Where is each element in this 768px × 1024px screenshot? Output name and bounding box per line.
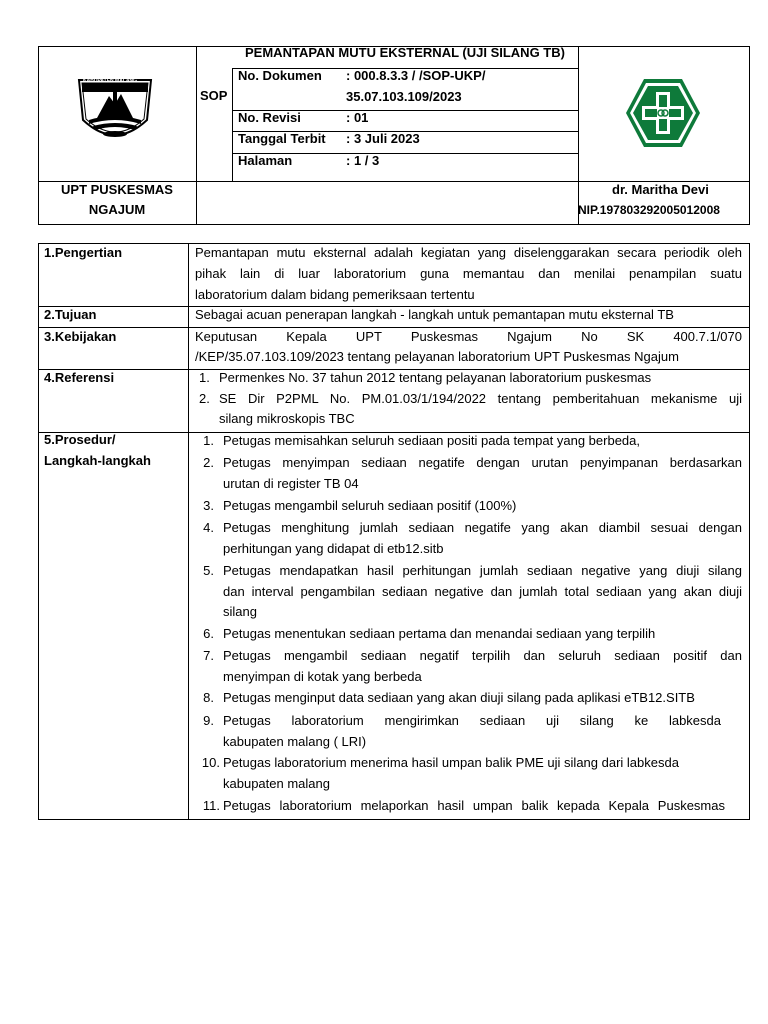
field-label-tanggal-terbit: Tanggal Terbit (238, 131, 326, 146)
step-num: 1. (203, 433, 214, 448)
kebijakan-line-1: Keputusan Kepala UPT Puskesmas Ngajum No SK 400.7.1/070 (195, 329, 742, 344)
step-line: perhitungan yang didapat di etb12.sitb (223, 541, 444, 556)
step-num: 11. (202, 798, 220, 813)
referensi-item-2-line-2: silang mikroskopis TBC (219, 411, 355, 426)
referensi-item-1: Permenkes No. 37 tahun 2012 tentang pelayanan laboratorium puskesmas (219, 370, 652, 385)
section-label-pengertian: 1.Pengertian (44, 245, 123, 260)
institution-name-1: UPT PUSKESMAS (61, 182, 173, 197)
step-line: Petugas menghitung jumlah sediaan negatife yang akan diambil sesuai dengan (223, 520, 742, 535)
signer-nip: NIP.197803292005012008 (578, 203, 720, 217)
referensi-num-1: 1. (199, 370, 210, 385)
step-line: Petugas menyimpan sediaan negatife dengan urutan penyimpanan berdasarkan (223, 455, 742, 470)
pengertian-line-3: laboratorium dalam bidang pemeriksaan tertentu (195, 287, 475, 302)
kabupaten-malang-logo (75, 74, 155, 150)
step-num: 3. (203, 498, 214, 513)
step-line: menyimpan di kotak yang berbeda (223, 669, 422, 684)
step-line: Petugas menentukan sediaan pertama dan menandai sediaan yang terpilih (223, 626, 656, 641)
section-label-prosedur: 5.Prosedur/ (44, 432, 116, 447)
step-line: Petugas laboratorium mengirimkan sediaan uji silang ke labkesda (223, 713, 721, 728)
step-num: 4. (203, 520, 214, 535)
step-num: 7. (203, 648, 214, 663)
step-line: urutan di register TB 04 (223, 476, 359, 491)
step-line: Petugas mengambil sediaan negatif terpilih dan seluruh sediaan positif dan (223, 648, 742, 663)
kebijakan-line-2: /KEP/35.07.103.109/2023 tentang pelayanan laboratorium UPT Puskesmas Ngajum (195, 349, 679, 364)
step-num: 9. (203, 713, 214, 728)
field-value-no-revisi: : 01 (346, 110, 369, 125)
institution-name-2: NGAJUM (88, 202, 146, 217)
tujuan-text: Sebagai acuan penerapan langkah - langkah untuk pemantapan mutu eksternal TB (195, 307, 674, 322)
referensi-item-2-line-1: SE Dir P2PML No. PM.01.03/1/194/2022 tentang pemberitahuan mekanisme uji (219, 391, 742, 406)
section-label-kebijakan: 3.Kebijakan (44, 329, 117, 344)
document-title: PEMANTAPAN MUTU EKSTERNAL (UJI SILANG TB) (245, 45, 565, 60)
step-line: Petugas mendapatkan hasil perhitungan jumlah sediaan negative yang diuji silang (223, 563, 742, 578)
step-line: silang (223, 604, 257, 619)
step-num: 6. (203, 626, 214, 641)
field-value-no-dokumen: : 000.8.3.3 / /SOP-UKP/ (346, 68, 486, 83)
sop-label: SOP (200, 88, 228, 103)
step-line: Petugas memisahkan seluruh sediaan positi pada tempat yang berbeda, (223, 433, 640, 448)
section-label-tujuan: 2.Tujuan (44, 307, 97, 322)
signer-name: dr. Maritha Devi (612, 182, 709, 197)
step-line: kabupaten malang ( LRI) (223, 734, 367, 749)
step-line: kabupaten malang (223, 776, 330, 791)
step-line: Petugas menginput data sediaan yang akan diuji silang pada aplikasi eTB12.SITB (223, 690, 695, 705)
pengertian-line-1: Pemantapan mutu eksternal adalah kegiatan yang diselenggarakan secara periodik oleh (195, 245, 742, 260)
pengertian-line-2: pihak lain di luar laboratorium guna memantau dan menilai penampilan suatu (195, 266, 742, 281)
section-label-referensi: 4.Referensi (44, 370, 115, 385)
step-num: 5. (203, 563, 214, 578)
step-line: dan interval pengambilan sediaan negative dan jumlah total sediaan yang akan diuji (223, 584, 742, 599)
puskesmas-logo (624, 76, 702, 150)
step-num: 8. (203, 690, 214, 705)
logo-caption: KABUPATEN MALANG (83, 78, 137, 84)
section-label-langkah: Langkah-langkah (44, 453, 151, 468)
field-value-halaman: : 1 / 3 (346, 153, 380, 168)
step-line: Petugas mengambil seluruh sediaan positif (100%) (223, 498, 517, 513)
step-line: Petugas laboratorium melaporkan hasil umpan balik kepada Kepala Puskesmas (223, 798, 725, 813)
field-label-no-dokumen: No. Dokumen (238, 68, 322, 83)
field-label-halaman: Halaman (238, 153, 293, 168)
step-num: 10. (201, 755, 220, 770)
referensi-num-2: 2. (199, 391, 210, 406)
step-line: Petugas laboratorium menerima hasil umpan balik PME uji silang dari labkesda (223, 755, 679, 770)
step-num: 2. (203, 455, 214, 470)
field-value-no-dokumen-2: 35.07.103.109/2023 (346, 89, 462, 104)
field-label-no-revisi: No. Revisi (238, 110, 301, 125)
field-value-tanggal-terbit: : 3 Juli 2023 (346, 131, 420, 146)
